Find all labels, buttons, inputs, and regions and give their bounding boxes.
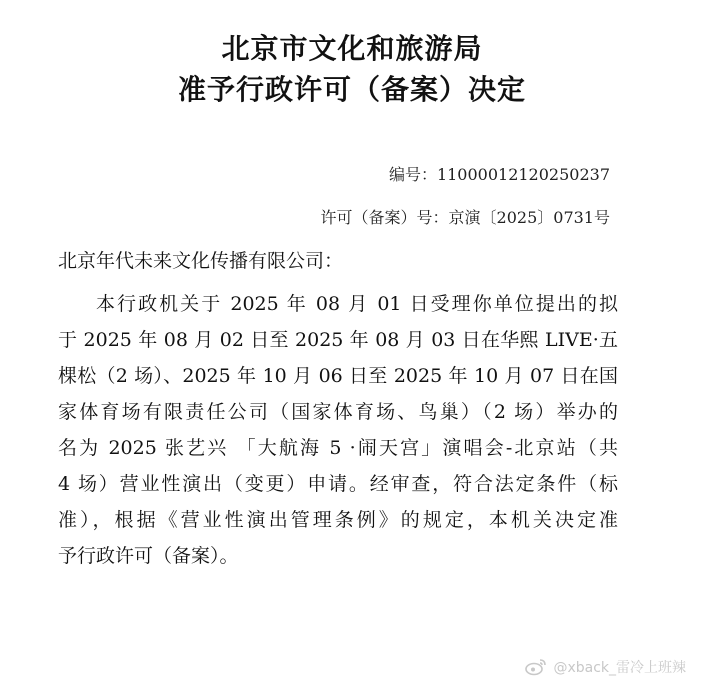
body-line: 准），根据《营业性演出管理条例》的规定，本机关决定准 [58,509,618,531]
permit-number: 许可（备案）号：京演〔2025〕0731号 [320,208,610,227]
serial-number: 编号：11000012120250237 [388,165,610,184]
body-line: 4 场）营业性演出（变更）申请。经审查，符合法定条件（标 [58,473,618,495]
body-line: 于 2025 年 08 月 02 日至 2025 年 08 月 03 日在华熙 LIVE·五 [58,329,618,351]
weibo-icon [525,658,547,676]
body-line: 棵松（2 场）、2025 年 10 月 06 日至 2025 年 10 月 07 日在国 [58,365,618,387]
watermark-text: @xback_雷冷上班辣 [553,660,686,676]
body-line: 名为 2025 张艺兴 「大航海 5 ·闹天宫」演唱会-北京站（共 [58,437,618,459]
decision-body [58,286,618,574]
body-line: 本行政机关于 2025 年 08 月 01 日受理你单位提出的拟 [96,293,618,315]
body-line: 予行政许可（备案）。 [58,545,239,567]
watermark [525,657,686,677]
addressee: 北京年代未来文化传播有限公司： [58,250,344,272]
document-title-line2: 准予行政许可（备案）决定 [177,73,526,106]
document-title-line1: 北京市文化和旅游局 [221,32,483,65]
body-line: 家体育场有限责任公司（国家体育场、鸟巢）（2 场）举办的 [58,401,618,423]
